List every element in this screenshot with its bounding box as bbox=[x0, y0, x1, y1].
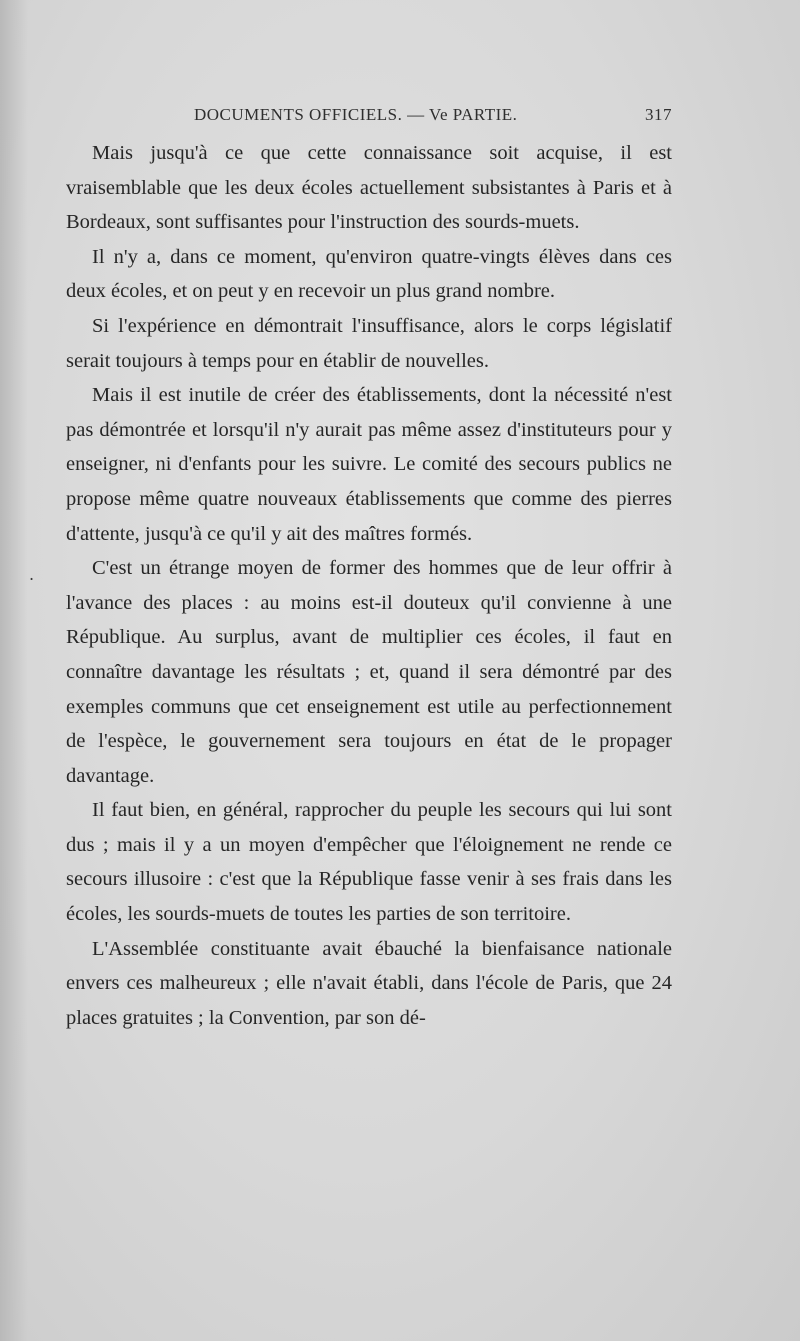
running-title: DOCUMENTS OFFICIELS. — Ve PARTIE. bbox=[194, 105, 518, 124]
gutter-shadow bbox=[0, 0, 28, 1341]
paragraph: Mais jusqu'à ce que cette connaissance soit acquise, il est vraisemblable que les deux écoles actuellement subsistantes à Paris et à Bordeaux, sont suffisantes pour l'instruction des sourds-muets. bbox=[66, 142, 672, 234]
margin-mark: . bbox=[29, 565, 35, 584]
body-text bbox=[66, 136, 672, 1035]
paragraph: L'Assemblée constituante avait ébauché la bienfaisance nationale envers ces malheureux ; elle n'avait établi, dans l'école de Paris, que 24 places gratuites ; la Convention, par son dé- bbox=[66, 937, 672, 1029]
paragraph: Mais il est inutile de créer des établissements, dont la nécessité n'est pas démontrée et lorsqu'il n'y aurait pas même assez d'instituteurs pour y enseigner, ni d'enfants pour les suivre. Le comité des secours publics ne propose même quatre nouveaux établissements que comme des pierres d'attente, jusqu'à ce qu'il y ait des maîtres formés. bbox=[66, 384, 672, 545]
running-header bbox=[66, 105, 672, 129]
page-number: 317 bbox=[645, 105, 672, 124]
paragraph: Il n'y a, dans ce moment, qu'environ quatre-vingts élèves dans ces deux écoles, et on peut y en recevoir un plus grand nombre. bbox=[66, 245, 672, 303]
paragraph: Il faut bien, en général, rapprocher du peuple les secours qui lui sont dus ; mais il y a un moyen d'empêcher que l'éloignement ne rende ce secours illusoire : c'est que la République fasse venir à ses frais dans les écoles, les sourds-muets de toutes les parties de son territoire. bbox=[66, 799, 672, 926]
paragraph: Si l'expérience en démontrait l'insuffisance, alors le corps législatif serait toujours à temps pour en établir de nouvelles. bbox=[66, 314, 672, 372]
paragraph: C'est un étrange moyen de former des hommes que de leur offrir à l'avance des places : au moins est-il douteux qu'il convienne à une République. Au surplus, avant de multiplier ces écoles, il faut en connaître davantage les résultats ; et, quand il sera démontré par des exemples communs que cet enseignement est utile au perfectionnement de l'espèce, le gouvernement sera toujours en état de le propager davantage. bbox=[66, 557, 672, 787]
